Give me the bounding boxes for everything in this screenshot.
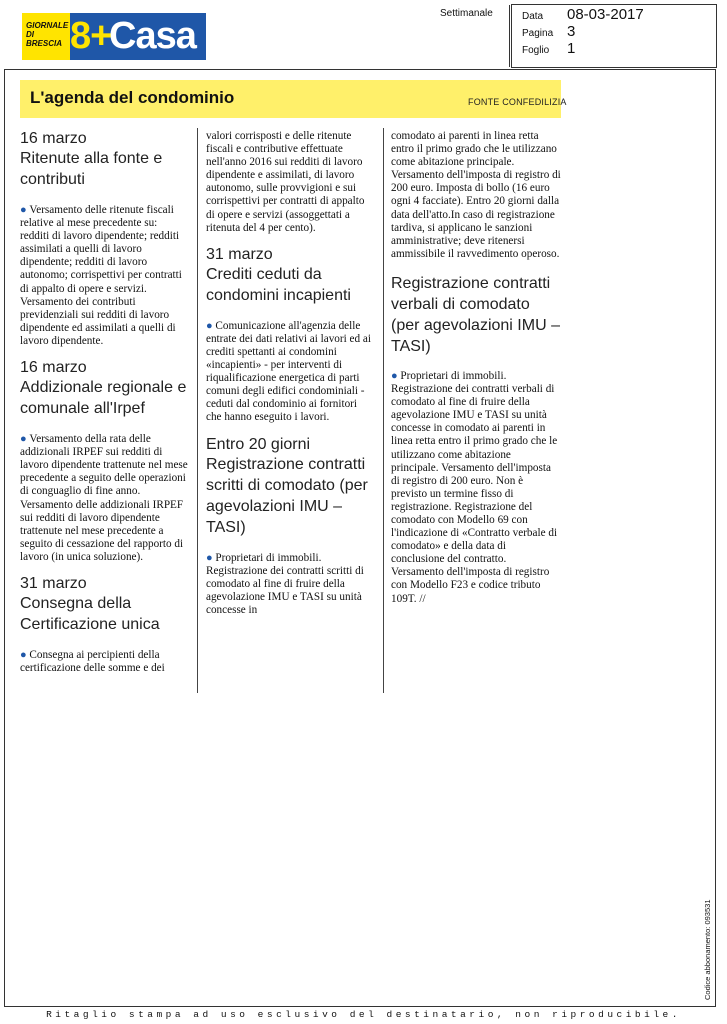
s1-date: 16 marzo — [20, 130, 87, 147]
s6-heading: Registrazione contratti verbali di comodato (per agevolazioni IMU – TASI) — [391, 274, 560, 355]
logo-giornale-di-brescia: GIORNALE DI BRESCIA — [22, 13, 70, 60]
s1-heading: Ritenute alla fonte e contributi — [20, 150, 163, 188]
s1-body: ● Versamento delle ritenute fiscali relative al mese precedente su: redditi di lavoro dipendente; redditi assimilati a quelli di lavoro dipendente; redditi di lavoro autonomo; corrispettivi per contratti di appalto di opere e servizi. Versamento dei contributi previdenziali sui redditi di lavoro dipendente ed assimilati a quelli di lavoro dipendente. — [20, 204, 182, 347]
bullet-icon: ● — [20, 204, 30, 216]
banner-source: FONTE CONFEDILIZIA — [468, 97, 567, 107]
footer-notice: Ritaglio stampa ad uso esclusivo del destinatario, non riproducibile. — [46, 1009, 681, 1020]
column-3 — [391, 130, 561, 606]
meta-page-label: Pagina — [522, 28, 554, 39]
logo-casa: Casa — [109, 15, 196, 57]
s3-heading: Consegna della Certificazione unica — [20, 594, 160, 633]
s3-date: 31 marzo — [20, 574, 87, 592]
meta-sheet-label: Foglio — [522, 45, 550, 56]
banner-title: L'agenda del condominio — [30, 88, 235, 107]
s2-date: 16 marzo — [20, 359, 87, 377]
column-divider-2 — [383, 128, 384, 693]
s2-body: ● Versamento della rata delle addizionali IRPEF sui redditi di lavoro dipendente trattenute nel mese precedente a seguito delle operazioni di conguaglio di fine anno. Versamento delle addizionali IRPEF sui redditi di lavoro dipendente trattenute nel mese precedente a seguito di cessazione del rapporto di lavoro (in unica soluzione). — [20, 433, 188, 563]
s5-body: ● Proprietari di immobili. Registrazione dei contratti scritti di comodato al fine di fruire della agevolazione IMU e TASI su unità concesse in — [206, 551, 364, 616]
bullet-icon: ● — [206, 319, 216, 332]
s4-body: ● Comunicazione all'agenzia delle entrate dei dati relativi ai lavori ed ai crediti spettanti ai condomini «incapienti» - per interventi di riqualificazione energetica di parti comuni degli edifici condominiali - ceduti dal condominio ai fornitori che hanno eseguito i lavori. — [206, 319, 371, 424]
continued-text: comodato ai parenti in linea retta entro il primo grado che le utilizzano come abitazione principale. Versamento dell'imposta di registro di 200 euro. Imposta di bollo (16 euro ogni 4 facciate). Entro 20 giorni dalla data dell'atto.In caso di registrazione tardiva, si applicano le sanzioni amministrative; deve ritenersi ammissibile il ravvedimento operoso. — [391, 130, 561, 260]
s4-date: 31 marzo — [206, 245, 273, 263]
frequency-label: Settimanale — [440, 8, 493, 19]
continued-text: valori corrisposti e delle ritenute fiscali e contributive effettuate nell'anno 2016 sui redditi di lavoro dipendente e assimilati, di lavoro autonomo, sulle provvigioni e sui corrispettivi per contratti di appalto di opere e servizi (assoggettati a ritenuta del 4 per cento). — [206, 130, 365, 234]
bullet-icon: ● — [20, 433, 30, 446]
column-1 — [20, 130, 188, 675]
meta-date-value: 08-03-2017 — [567, 6, 644, 23]
bullet-icon: ● — [391, 369, 401, 382]
meta-sheet-value: 1 — [567, 40, 576, 57]
s3-body: ● Consegna ai percipienti della certificazione delle somme e dei — [20, 648, 165, 675]
subscription-code: Codice abbonamento: 093531 — [703, 899, 712, 1000]
logo-8plus: 8+ — [70, 15, 112, 57]
bullet-icon: ● — [206, 551, 216, 564]
column-2 — [206, 130, 374, 617]
s5-date: Entro 20 giorni — [206, 435, 311, 453]
s5-heading: Registrazione contratti scritti di comodato (per agevolazioni IMU – TASI) — [206, 455, 368, 536]
bullet-icon: ● — [20, 648, 30, 661]
meta-date-label: Data — [522, 11, 544, 22]
s6-body: ● Proprietari di immobili. Registrazione dei contratti verbali di comodato al fine di fruire della agevolazione IMU e TASI su unità concesse in comodato ai parenti in linea retta entro il primo grado che le utilizzano come abitazione principale. Versamento dell'imposta di registro di 200 euro. Non è previsto un termine fisso di registrazione. Registrazione del comodato con Modello 69 con l'indicazione di «Contratto verbale di comodato» e della data di conclusione del contratto. Versamento dell'imposta di registro con Modello F23 e codice tributo 109T. // — [391, 369, 558, 605]
s2-heading: Addizionale regionale e comunale all'Irpef — [20, 379, 187, 418]
s4-heading: Crediti ceduti da condomini incapienti — [206, 265, 351, 304]
column-divider-1 — [197, 128, 198, 693]
meta-page-value: 3 — [567, 23, 576, 40]
